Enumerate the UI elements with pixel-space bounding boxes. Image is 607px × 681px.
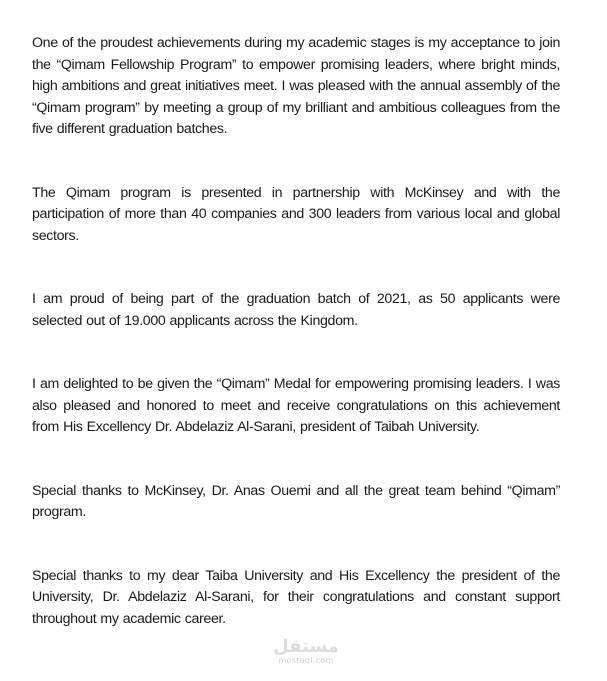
document-body: [32, 33, 560, 630]
paragraph-thanks-taiba: Special thanks to my dear Taiba University and His Excellency the president of the University, Dr. Abdelaziz Al-Sarani, for their congratulations and constant support throughout my academic career.: [32, 567, 560, 627]
watermark-arabic-logo: مستقل: [273, 636, 339, 657]
mostaql-watermark: [266, 638, 346, 665]
paragraph-thanks-mckinsey: Special thanks to McKinsey, Dr. Anas Ouemi and all the great team behind “Qimam” program.: [32, 482, 560, 520]
paragraph-mckinsey-partnership: The Qimam program is presented in partnership with McKinsey and with the participation of more than 40 companies and 300 leaders from various local and global sectors.: [32, 184, 560, 244]
watermark-latin-text: mostaql.com: [278, 656, 334, 665]
paragraph-qimam-acceptance: One of the proudest achievements during my academic stages is my acceptance to join the “Qimam Fellowship Program” to empower promising leaders, where bright minds, high ambitions and great initiatives meet. I was pleased with the annual assembly of the “Qimam program” by meeting a group of my brilliant and ambitious colleagues from the five different graduation batches.: [32, 35, 560, 137]
paragraph-qimam-medal: I am delighted to be given the “Qimam” Medal for empowering promising leaders. I was also pleased and honored to meet and receive congratulations on this achievement from His Excellency Dr. Abdelaziz Al-Sarani, president of Taibah University.: [32, 376, 560, 435]
paragraph-graduation-batch: I am proud of being part of the graduation batch of 2021, as 50 applicants were selected out of 19.000 applicants across the Kingdom.: [32, 291, 560, 329]
